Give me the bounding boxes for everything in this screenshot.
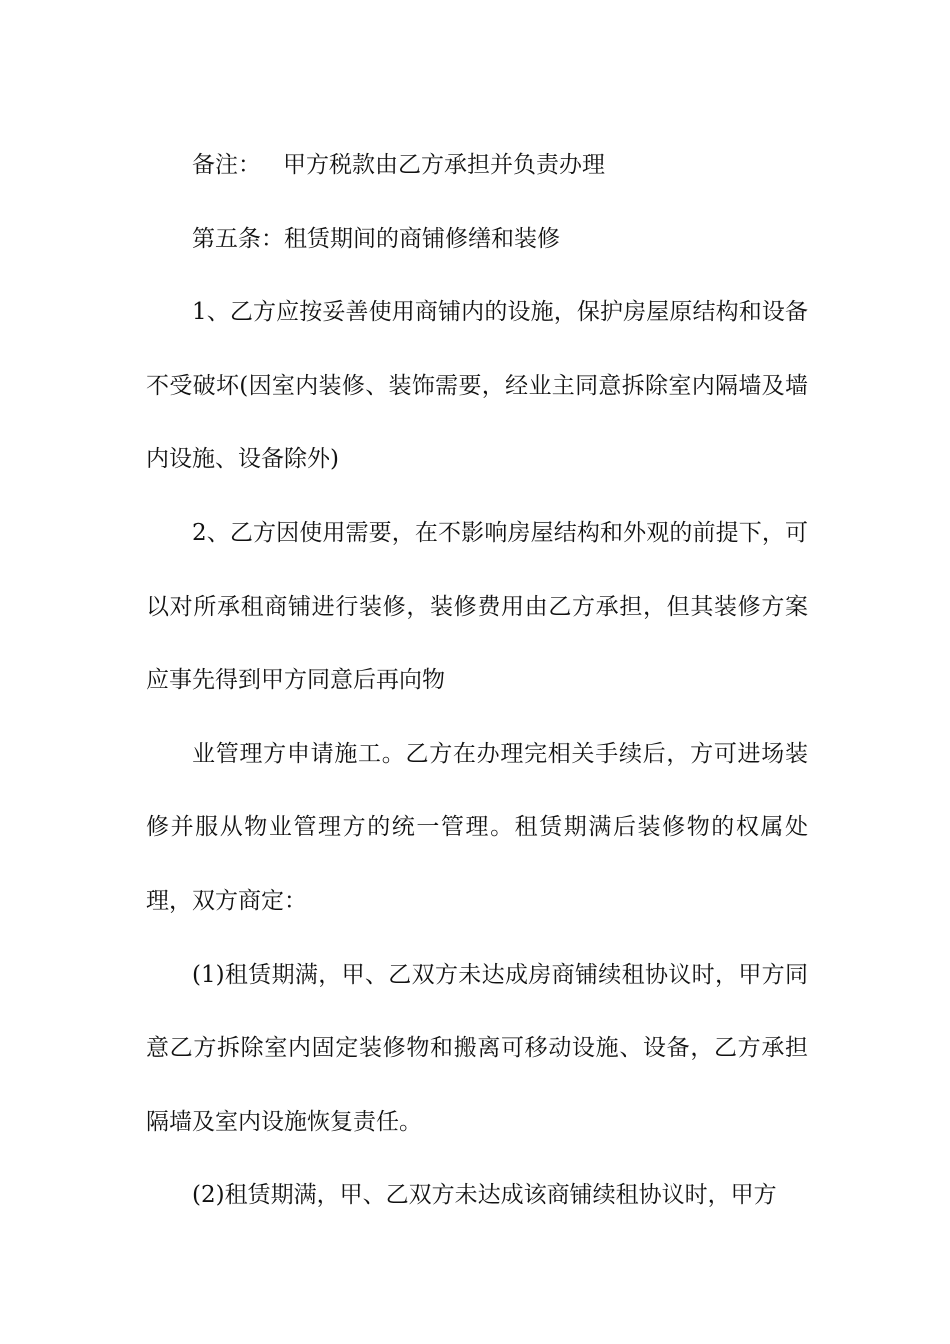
note-paragraph [146, 129, 808, 203]
note-text: 甲方税款由乙方承担并负责办理 [283, 152, 605, 178]
note-label: 备注： [192, 152, 261, 178]
subclause-2-paragraph: (2)租赁期满，甲、乙双方未达成该商铺续租协议时，甲方 [192, 1182, 777, 1209]
article-five-heading: 第五条：租赁期间的商铺修缮和装修 [192, 225, 560, 252]
document-body [146, 129, 808, 1233]
clause-2-paragraph: 2、乙方因使用需要，在不影响房屋结构和外观的前提下，可以对所承租商铺进行装修，装修费用由乙方承担，但其装修方案应事先得到甲方同意后再向物 [146, 519, 808, 694]
clause-1-paragraph: 1、乙方应按妥善使用商铺内的设施，保护房屋原结构和设备不受破坏(因室内装修、装饰需要，经业主同意拆除室内隔墙及墙内设施、设备除外) [146, 299, 808, 473]
clause-2-continuation-paragraph: 业管理方申请施工。乙方在办理完相关手续后，方可进场装修并服从物业管理方的统一管理。租赁期满后装修物的权属处理，双方商定： [146, 740, 808, 914]
subclause-1-paragraph: (1)租赁期满，甲、乙双方未达成房商铺续租协议时，甲方同意乙方拆除室内固定装修物和搬离可移动设施、设备，乙方承担隔墙及室内设施恢复责任。 [146, 961, 808, 1135]
